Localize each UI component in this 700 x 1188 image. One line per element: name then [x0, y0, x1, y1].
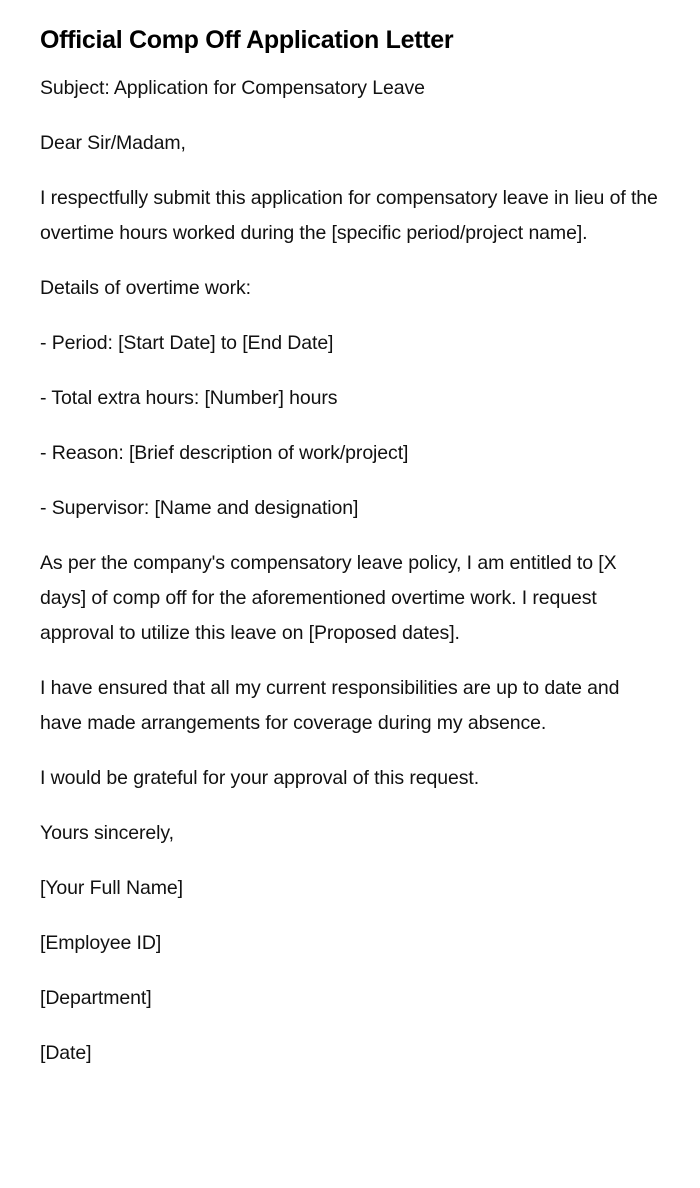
subject-line: Subject: Application for Compensatory Leave: [40, 77, 425, 99]
signature-employee-id: [Employee ID]: [40, 932, 162, 954]
signature-date: [Date]: [40, 1042, 92, 1064]
letter-title: Official Comp Off Application Letter: [40, 26, 454, 54]
detail-item-reason: - Reason: [Brief description of work/project]: [40, 442, 409, 464]
signature-name: [Your Full Name]: [40, 877, 183, 899]
coverage-paragraph: I have ensured that all my current responsibilities are up to date and have made arrangements for coverage during my absence.: [40, 677, 620, 734]
closing-request: I would be grateful for your approval of this request.: [40, 767, 480, 789]
details-heading: Details of overtime work:: [40, 277, 251, 299]
intro-paragraph: I respectfully submit this application for compensatory leave in lieu of the overtime hours worked during the [specific period/project name].: [40, 187, 658, 244]
detail-item-period: - Period: [Start Date] to [End Date]: [40, 332, 334, 354]
detail-item-total-hours: - Total extra hours: [Number] hours: [40, 387, 338, 409]
overtime-details-list: [40, 326, 660, 526]
signature-department: [Department]: [40, 987, 152, 1009]
sign-off: Yours sincerely,: [40, 822, 174, 844]
detail-item-supervisor: - Supervisor: [Name and designation]: [40, 497, 359, 519]
policy-paragraph: As per the company's compensatory leave policy, I am entitled to [X days] of comp off for the aforementioned overtime work. I request approval to utilize this leave on [Proposed dates].: [40, 552, 617, 644]
salutation: Dear Sir/Madam,: [40, 132, 186, 154]
signature-block: [40, 871, 660, 1071]
